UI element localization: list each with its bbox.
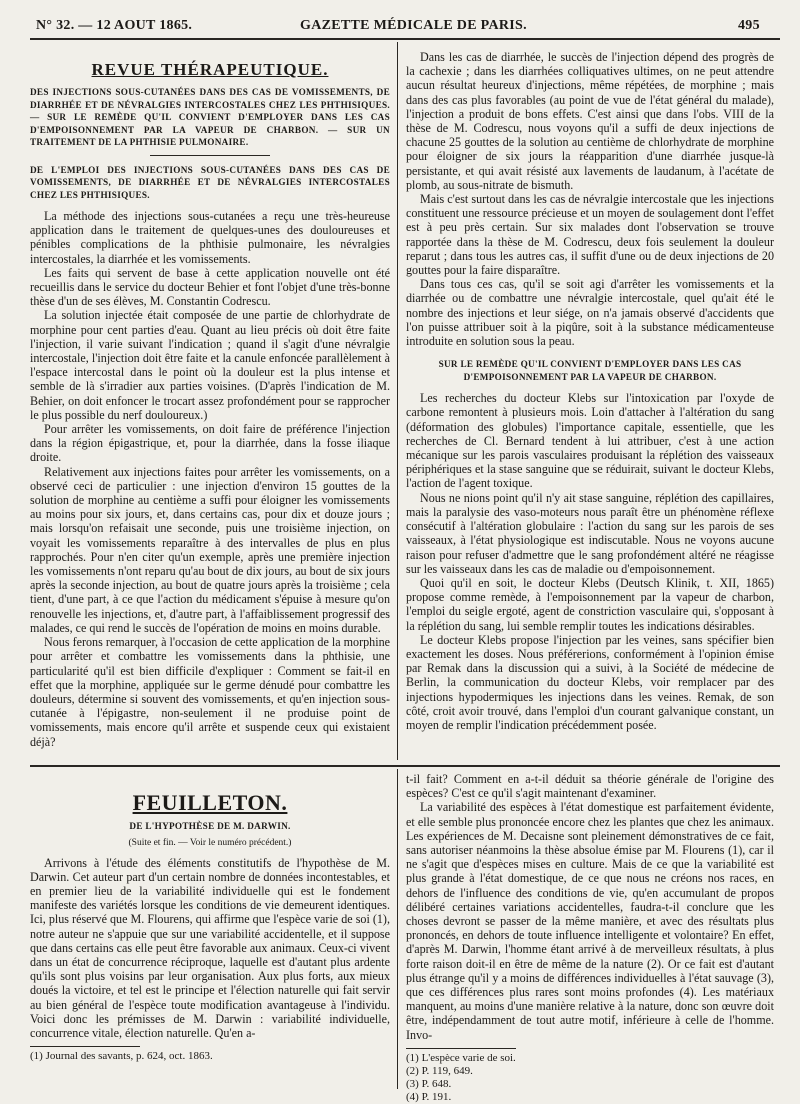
section-title: REVUE THÉRAPEUTIQUE.: [91, 60, 329, 79]
paragraph: Les recherches du docteur Klebs sur l'intoxication par l'oxyde de carbone remontent à plusieurs mois. Loin d'attacher à l'altération du sang (déformation des globules) l'importance capitale, essentielle, que les recherches de Cl. Bernard tendent à lui attribuer, c'est à une action mécanique sur les parois vasculaires produisant la réplétion des vaisseaux périphériques et la stase sanguine que se réduirait, suivant le docteur Klebs, l'action de l'agent toxique.: [406, 391, 774, 491]
left-column: [30, 60, 390, 749]
footnote-rule: [30, 1046, 140, 1047]
paragraph: Relativement aux injections faites pour arrêter les vomissements, on a observé ceci de particulier : une injection d'environ 15 gouttes de la solution de morphine au centième a suffi pour éloigner les vomissements au moins pour six jours, et, dans certains cas, pour dix et douze jours ; mais lorsqu'on refaisait une seconde, puis une troisième injection, on voyait les vomissements reparaître à des intervalles de plus en plus rapprochés. Pour n'en citer qu'un exemple, après une première injection les vomissements n'ont reparu qu'au bout de dix jours, au bout de six jours après la seconde injection, au bout de quatre jours après la troisième ; cela tient, d'une part, à ce que l'action du médicament s'épuise à mesure qu'on renouvelle les injections, et, d'autre part, à l'affaiblissement progressif des malades, ce qui rend le succès de l'opération de moins en moins durable.: [30, 464, 390, 635]
feuilleton-subtitle: DE L'HYPOTHÈSE DE M. DARWIN.: [129, 821, 291, 831]
feuilleton-right: [406, 772, 774, 1104]
feuilleton-rule: [30, 765, 780, 767]
feuilleton-column-divider: [397, 769, 398, 1089]
footnote: (3) P. 648.: [406, 1077, 452, 1090]
paragraph: Nous ne nions point qu'il n'y ait stase sanguine, réplétion des capillaires, mais la paralysie des vaso-moteurs nous paraît être un phénomène réflexe consécutif à l'altération globulaire : l'action du sang sur les parois de ses vaisseaux, à l'état physiologique est indiscutable. Nous ne voyons aucune raison pour refuser d'admettre que le sang profondément altéré ne réagisse sur les vaisseaux dans les cas de maladie ou d'empoisonnement.: [406, 490, 774, 576]
paragraph: Nous ferons remarquer, à l'occasion de cette application de la morphine pour arrêter et combattre les vomissements dans la phthisie, une particularité qu'il est bien difficile d'expliquer : Comment se fait-il en effet que la morphine, appliquée sur le germe dénudé pour combattre les douleurs, détermine si souvent des vomissements, et qu'en injection sous-cutanée à l'épigastre, non-seulement il ne produise point de vomissements, mais encore qu'il arrête et suspende ceux qui existaient déjà?: [30, 635, 390, 749]
paragraph: Dans les cas de diarrhée, le succès de l'injection dépend des progrès de la cachexie ; dans les diarrhées colliquatives ultimes, on ne peut attendre aucun résultat heureux d'injections, même répétées, de morphine ; mais dans des cas plus favorables (au point de vue de l'état général du malade), l'injection a produit de bons effets. C'est ainsi que dans l'obs. VIII de la thèse de M. Codrescu, nous voyons qu'il a suffi de deux injections de chacune 25 gouttes de la solution au centième de chlorhydrate de morphine pour éloigner de six jours la réapparition d'une diarrhée jusque-là persistante, et qui avait résisté aux lavements de laudanum, à l'acétate de plomb, au sous-nitrate de bismuth.: [406, 50, 774, 192]
paragraph: Le docteur Klebs propose l'injection par les veines, sans spécifier bien exactement les doses. Nous préférerions, conformément à l'opinion émise par Remak dans la discussion qui a suivi, à la Société de médecine de Berlin, la communication du docteur Klebs, voir remplacer par des injections hypodermiques les injections dans les veines. Remak, de son côté, croit avoir trouvé, dans l'emploi d'un courant galvanique constant, un moyen de remplir l'indication précédemment posée.: [406, 632, 774, 732]
footnotes: [406, 1052, 774, 1104]
summary-rule: [150, 155, 270, 156]
paragraph: Pour arrêter les vomissements, on doit faire de préférence l'injection dans la région épigastrique, et, pour la diarrhée, dans la fosse iliaque droite.: [30, 422, 390, 465]
journal-title: GAZETTE MÉDICALE DE PARIS.: [300, 18, 527, 33]
article-subtitle: SUR LE REMÈDE QU'IL CONVIENT D'EMPLOYER DANS LES CAS D'EMPOISONNEMENT PAR LA VAPEUR DE CHARBON.: [438, 359, 742, 382]
feuilleton-left: [30, 790, 390, 1063]
footnote: (2) P. 119, 649.: [406, 1064, 473, 1077]
paragraph: La méthode des injections sous-cutanées a reçu une très-heureuse application dans le traitement de quelques-unes des douloureuses et pénibles complications de la phthisie pulmonaire, les névralgies intercostales, la diarrhée et les vomissements.: [30, 209, 390, 266]
paragraph: Dans tous ces cas, qu'il se soit agi d'arrêter les vomissements et la diarrhée ou de combattre une névralgie intercostale, quel qu'ait été le nombre des injections et leur siége, on n'a jamais observé d'accidents que l'on puisse attribuer soit à la piqûre, soit à la substance médicamenteuse introduite en solution sous la peau.: [406, 277, 774, 349]
footnote: (1) Journal des savants, p. 624, oct. 1863.: [30, 1050, 213, 1063]
paragraph: Les faits qui servent de base à cette application nouvelle ont été recueillis dans le service du docteur Behier et font l'objet d'une très-bonne thèse d'un de ses élèves, M. Constantin Codrescu.: [30, 265, 390, 309]
right-column: [406, 50, 774, 732]
paragraph: Arrivons à l'étude des éléments constitutifs de l'hypothèse de M. Darwin. Cet auteur part d'un certain nombre de données incontestables, et en premier lieu de la variabilité individuelle qui est le fondement manifeste des variétés lorsque les conditions de vie demeurent identiques. Ici, plus réservé que M. Flourens, qui affirme que l'espèce varie de soi (1), notre auteur ne s'appuie que sur une variabilité accidentelle, et il suppose que dans certains cas elle peut être favorable aux animaux. Ceux-ci vivent dans un état de concurrence réciproque, laquelle est d'autant plus ardente qu'ils sont plus voisins par leur organisation. Aux plus forts, aux mieux doués la victoire, et tel est le principe et l'élection naturelle qui fait servir au bien général de l'espèce toute modification avantageuse à l'individu. Voici donc les prémisses de M. Darwin : variabilité individuelle, concurrence vitale, élection naturelle. Qu'en a-: [30, 855, 390, 1040]
paragraph: Mais c'est surtout dans les cas de névralgie intercostale que les injections constituent une ressource précieuse et un moyen de soulagement dont l'effet est à peu près certain. Sur six malades dont l'observation se trouve rapportée dans la thèse de M. Codrescu, deux fois seulement la douleur reparut ; dans tous les autres cas, il suffit d'une ou de deux injections de 20 gouttes pour la faire disparaître.: [406, 192, 774, 278]
column-divider: [397, 42, 398, 760]
feuilleton-title: FEUILLETON.: [132, 790, 288, 815]
issue-number: N° 32. — 12 AOUT 1865.: [36, 18, 193, 33]
footnote: (4) P. 191.: [406, 1090, 452, 1103]
paragraph: La variabilité des espèces à l'état domestique est parfaitement évidente, et elle semble plus prononcée encore chez les plantes que chez les animaux. Les expériences de M. Decaisne sont pleinement démonstratives de ce fait, sans autoriser néanmoins la thèse absolue émise par M. Flourens (1), car il ne s'agit que d'espèces mises en culture. Mais de ce que la variabilité est plus grande à l'état domestique, de ce que nous ne créons nos races, en dehors de l'influence des conditions de vie, qu'en accumulant de propos délibéré certaines variations accidentelles, faudra-t-il conclure que les choses devront se passer de la même manière, et avec des résultats plus prononcés, en dehors de toute influence intelligente et volontaire? En effet, d'après M. Darwin, l'homme étant arrivé à de merveilleux résultats, à plus forte raison doit-il en être de même de la nature (2). Or ce fait est d'autant plus étrange qu'il y a moins de différences individuelles à l'état sauvage (3), que ces différences plus rares sont moins profondes (4). Les matériaux manquent, au moins d'une manière relative à la nature, donc son œuvre doit être, indépendamment de tout autre motif, inférieure à celle de l'homme. Invo-: [406, 800, 774, 1042]
paragraph: Quoi qu'il en soit, le docteur Klebs (Deutsch Klinik, t. XII, 1865) propose comme remède, à l'empoisonnement par la vapeur de charbon, l'emploi du seigle ergoté, agent de constriction vasculaire qui, s'opposant à la réplétion du sang, lui semble remplir toutes les indications désirables.: [406, 575, 774, 633]
section-summary: DES INJECTIONS SOUS-CUTANÉES DANS DES CAS DE VOMISSEMENTS, DE DIARRHÉE ET DE NÉVRALGIES INTERCOSTALES CHEZ LES PHTHISIQUES. — SUR LE REMÈDE QU'IL CONVIENT D'EMPLOYER DANS LES CAS D'EMPOISONNEMENT PAR LA VAPEUR DE CHARBON. — SUR UN TRAITEMENT DE LA PHTHISIE PULMONAIRE.: [30, 87, 390, 147]
footnote: (1) L'espèce varie de soi.: [406, 1051, 516, 1064]
feuilleton-note: (Suite et fin. — Voir le numéro précédent.): [128, 837, 292, 848]
header-rule: [30, 38, 780, 40]
paragraph: t-il fait? Comment en a-t-il déduit sa théorie générale de l'origine des espèces? C'est ce qu'il s'agit maintenant d'examiner.: [406, 772, 774, 801]
page-number: 495: [738, 18, 760, 33]
footnote-rule: [406, 1048, 516, 1049]
article-title: DE L'EMPLOI DES INJECTIONS SOUS-CUTANÉES DANS DES CAS DE VOMISSEMENTS, DE DIARRHÉE ET DE NÉVRALGIES INTERCOSTALES CHEZ LES PHTHISIQUES.: [30, 164, 390, 200]
paragraph: La solution injectée était composée de une partie de chlorhydrate de morphine pour cent parties d'eau. Quant au lieu précis où doit être faite l'injection, il varie suivant l'indication ; quand il s'agit d'une névralgie intercostale, l'injection doit être faite et la canule enfoncée parallèlement à l'espace intercostal dans le point où la douleur est la plus intense et semble de là s'irradier aux parties voisines. (D'après l'indication de M. Behier, on doit enfoncer le trocart assez profondément pour se rapprocher le plus possible du nerf douloureux.): [30, 308, 390, 422]
